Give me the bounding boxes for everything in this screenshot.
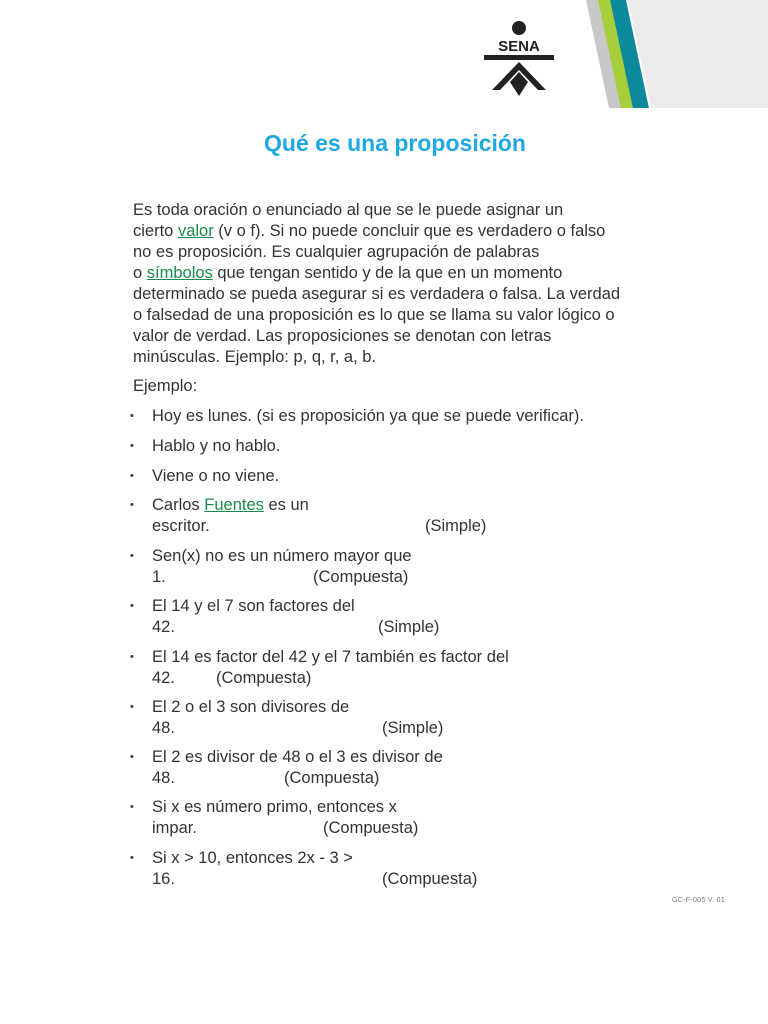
bullet: • <box>130 470 134 482</box>
intro-line: valor de verdad. Las proposiciones se denotan con letras <box>133 327 552 345</box>
item-text: 48. <box>152 769 175 787</box>
intro-text: (v o f). Si no puede concluir que es verdadero o falso <box>213 222 606 240</box>
corner-stripe-light <box>628 0 768 108</box>
bullet: • <box>130 651 134 663</box>
intro-paragraph <box>133 200 663 368</box>
bullet: • <box>130 751 134 763</box>
bullet: • <box>130 440 134 452</box>
type-tag: (Compuesta) <box>323 819 419 837</box>
type-tag: (Compuesta) <box>216 669 312 687</box>
intro-line: Es toda oración o enunciado al que se le puede asignar un <box>133 201 564 219</box>
item-text: Hablo y no hablo. <box>152 437 281 455</box>
intro-line <box>133 221 663 242</box>
item-text: Si x > 10, entonces 2x - 3 > <box>152 849 353 867</box>
type-tag: (Compuesta) <box>284 769 380 787</box>
simbolos-link[interactable]: símbolos <box>146 264 213 282</box>
list-item <box>130 647 612 689</box>
item-text: El 2 es divisor de 48 o el 3 es divisor de <box>152 748 443 766</box>
item-text: impar. <box>152 819 197 837</box>
item-text <box>152 495 612 516</box>
item-text-part: es un <box>263 496 309 514</box>
item-text: Sen(x) no es un número mayor que <box>152 547 412 565</box>
intro-line: minúsculas. Ejemplo: p, q, r, a, b. <box>133 348 377 366</box>
type-tag: (Simple) <box>378 618 440 636</box>
list-item <box>130 495 612 537</box>
type-tag: (Simple) <box>425 517 487 535</box>
item-text: escritor. <box>152 517 210 535</box>
item-text: El 14 es factor del 42 y el 7 también es factor del <box>152 648 509 666</box>
list-item <box>130 466 612 487</box>
example-heading: Ejemplo: <box>133 377 198 395</box>
bullet: • <box>130 801 134 813</box>
intro-text: o <box>133 264 147 282</box>
item-text: Viene o no viene. <box>152 467 280 485</box>
item-text: El 14 y el 7 son factores del <box>152 597 355 615</box>
item-text: 48. <box>152 719 175 737</box>
document-code: GC-F-005 V. 01 <box>672 897 725 904</box>
bullet: • <box>130 852 134 864</box>
item-text: 1. <box>152 568 166 586</box>
fuentes-link[interactable]: Fuentes <box>204 496 264 514</box>
sena-logo-text: SENA <box>498 38 540 55</box>
intro-text: cierto <box>133 222 178 240</box>
list-item <box>130 747 612 789</box>
list-item <box>130 596 612 638</box>
intro-line <box>133 263 663 284</box>
intro-line: o falsedad de una proposición es lo que se llama su valor lógico o <box>133 306 615 324</box>
list-item <box>130 546 612 588</box>
bullet: • <box>130 701 134 713</box>
item-text: 42. <box>152 618 175 636</box>
type-tag: (Simple) <box>382 719 444 737</box>
item-text-part: Carlos <box>152 496 205 514</box>
item-text: Hoy es lunes. (si es proposición ya que se puede verificar). <box>152 407 584 425</box>
sena-logo <box>482 20 556 96</box>
intro-text: que tengan sentido y de la que en un momento <box>212 264 563 282</box>
bullet: • <box>130 550 134 562</box>
bullet: • <box>130 600 134 612</box>
item-text: 16. <box>152 870 175 888</box>
list-item <box>130 797 612 839</box>
list-item <box>130 436 612 457</box>
list-item <box>130 406 612 427</box>
bullet: • <box>130 410 134 422</box>
item-text: Si x es número primo, entonces x <box>152 798 397 816</box>
valor-link[interactable]: valor <box>177 222 214 240</box>
bullet: • <box>130 499 134 511</box>
intro-line: determinado se pueda asegurar si es verdadera o falsa. La verdad <box>133 285 621 303</box>
intro-line: no es proposición. Es cualquier agrupación de palabras <box>133 243 540 261</box>
list-item <box>130 848 612 890</box>
type-tag: (Compuesta) <box>313 568 409 586</box>
type-tag: (Compuesta) <box>382 870 478 888</box>
item-text: El 2 o el 3 son divisores de <box>152 698 350 716</box>
item-text: 42. <box>152 669 175 687</box>
page-title: Qué es una proposición <box>264 130 526 156</box>
list-item <box>130 697 612 739</box>
